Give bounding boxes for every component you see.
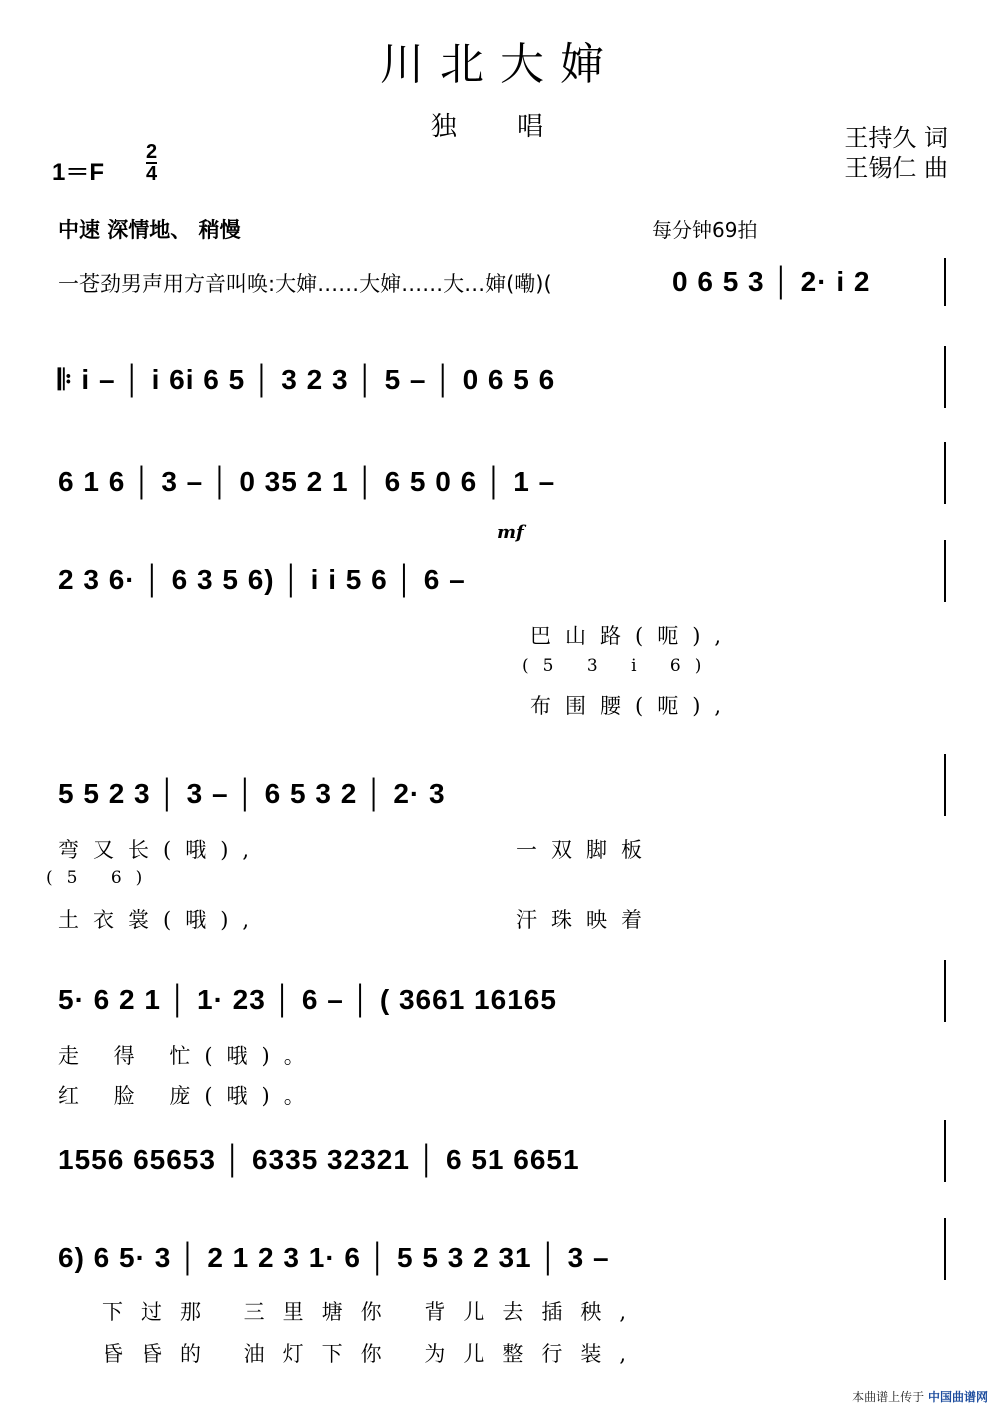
lyric-verse-2: 红 脸 庞(哦)。: [58, 1084, 319, 1108]
lyric-verse-2: 昏昏的 油灯下你 为儿整行装,: [102, 1342, 645, 1366]
dynamic-mark: mf: [497, 522, 524, 543]
lyric-verse-2: 布围腰(呃),: [530, 694, 736, 718]
score-line-3: 6 1 6 │ 3 – │ 0 35 2 1 │ 6 5 0 6 │ 1 –: [58, 466, 556, 497]
alt-notes: (5 6): [46, 868, 157, 888]
footer-upload-text: 本曲谱上传于: [852, 1390, 925, 1404]
tempo-marking: 中速 深情地、 稍慢: [58, 218, 241, 242]
performance-type: 独 唱: [430, 112, 570, 142]
footer-watermark: [852, 1388, 988, 1405]
score-line-7: 1556 65653 │ 6335 32321 │ 6 51 6651: [58, 1144, 580, 1175]
barline: [944, 1120, 946, 1182]
score-line-1: 0 6 5 3 │ 2· i 2: [672, 266, 871, 297]
footer-site-name: 中国曲谱网: [927, 1390, 988, 1404]
score-line-8: 6) 6 5· 3 │ 2 1 2 3 1· 6 │ 5 5 3 2 31 │ 3 –: [58, 1242, 610, 1273]
lyric-verse-1: 下过那 三里塘你 背儿去插秧,: [102, 1300, 645, 1324]
score-line-5: 5 5 2 3 │ 3 – │ 6 5 3 2 │ 2· 3: [58, 778, 446, 809]
key-signature: 1＝F: [52, 159, 105, 186]
barline: [944, 442, 946, 504]
lyric-verse-2: 土衣裳(哦),: [58, 908, 264, 932]
alt-notes: (5 3 i 6): [522, 656, 716, 676]
barline: [944, 960, 946, 1022]
lyric-verse-1: 走 得 忙(哦)。: [58, 1044, 319, 1068]
intro-text: 一苍劲男声用方音叫唤:大婶……大婶……大…婶(嘞)(: [58, 272, 552, 296]
meter-top: 2: [146, 141, 158, 163]
barline: [944, 258, 946, 306]
barline: [944, 346, 946, 408]
page-title: 川北大婶: [380, 39, 620, 90]
meter-bottom: 4: [146, 163, 158, 185]
score-line-4: 2 3 6· │ 6 3 5 6) │ i i 5 6 │ 6 –: [58, 564, 466, 595]
score-line-2: 𝄆 i – │ i 6i 6 5 │ 3 2 3 │ 5 – │ 0 6 5 6: [58, 364, 556, 395]
composer-credit: 王锡仁 曲: [844, 154, 948, 182]
barline: [944, 754, 946, 816]
time-signature: [146, 142, 157, 184]
metronome-marking: 每分钟69拍: [652, 218, 758, 242]
lyric-verse-2: 汗珠映着: [516, 908, 656, 932]
lyric-verse-1: 弯又长(哦),: [58, 838, 264, 862]
barline: [944, 540, 946, 602]
lyric-verse-1: 一双脚板: [516, 838, 656, 862]
score-line-6: 5· 6 2 1 │ 1· 23 │ 6 – │ ( 3661 16165: [58, 984, 557, 1015]
lyric-verse-1: 巴山路(呃),: [530, 624, 736, 648]
barline: [944, 1218, 946, 1280]
lyricist-credit: 王持久 词: [844, 124, 948, 152]
